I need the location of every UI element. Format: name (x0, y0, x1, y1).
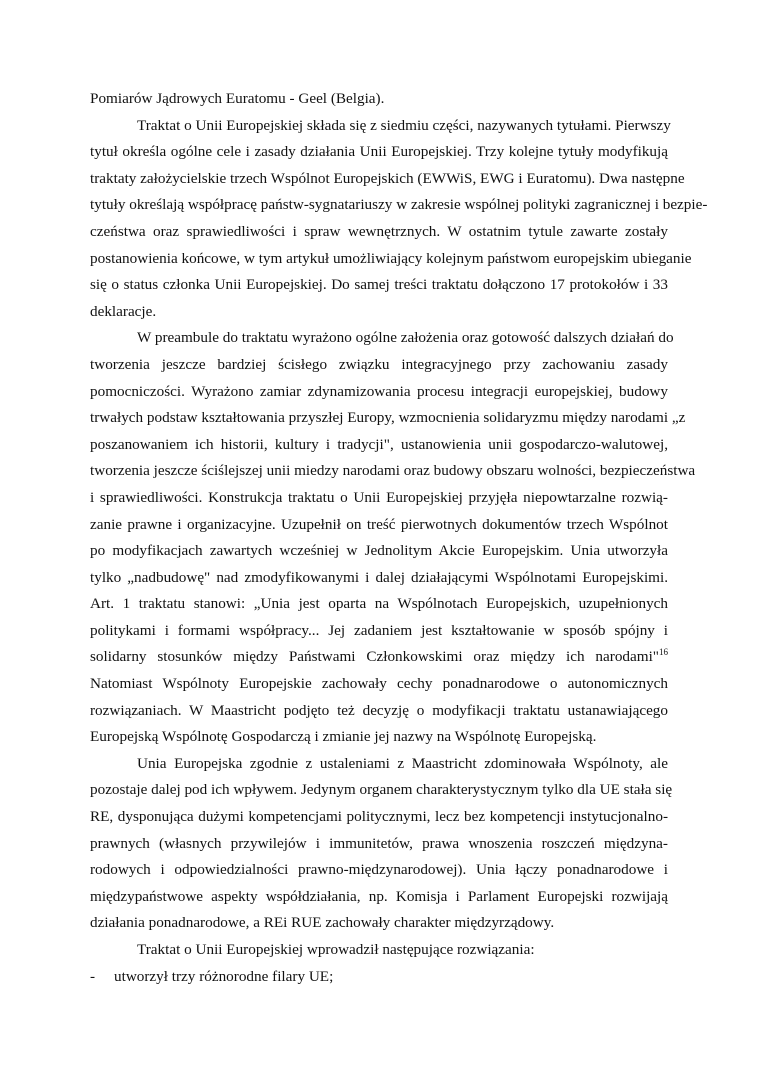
text-line: się o status członka Unii Europejskiej. Do samej treści traktatu dołączono 17 protokołów i 33 (90, 276, 668, 294)
text-line: deklaracje. (90, 302, 157, 320)
text-line: prawnych (własnych przywilejów i immunitetów, prawa wnoszenia roszczeń międzyna- (90, 834, 668, 852)
text-line: W preambule do traktatu wyrażono ogólne założenia oraz gotowość dalszych działań do (137, 329, 674, 347)
paragraph-continuation (90, 86, 668, 113)
text-line: Unia Europejska zgodnie z ustaleniami z Maastricht zdominowała Wspólnoty, ale (137, 754, 668, 772)
paragraph-preamble (90, 325, 696, 751)
text-line: działania ponadnarodowe, a REi RUE zachowały charakter międzyrządowy. (90, 914, 555, 932)
text-line: i sprawiedliwości. Konstrukcja traktatu o Unii Europejskiej przyjęła niepowtarzalne rozwią- (90, 488, 668, 506)
text-line: po modyfikacjach zawartych wcześniej w Jednolitym Akcie Europejskim. Unia utworzyła (90, 542, 668, 560)
text-line: solidarny stosunków między Państwami Członkowskimi oraz między ich narodami" (90, 648, 659, 666)
text-line: Europejską Wspólnotę Gospodarczą i zmianie jej nazwy na Wspólnotę Europejską. (90, 728, 597, 746)
text-line: pomocniczości. Wyrażono zamiar zdynamizowania procesu integracji europejskiej, budowy (90, 382, 668, 400)
text-line: tylko „nadbudowę" nad zmodyfikowanymi i dalej działającymi Wspólnotami Europejskimi. (90, 568, 668, 586)
paragraph-treaty-structure (90, 113, 708, 326)
paragraph-union-structure (90, 751, 673, 937)
text-line: Art. 1 traktatu stanowi: „Unia jest oparta na Wspólnotach Europejskich, uzupełnionych (90, 595, 668, 613)
paragraph-solutions-intro (90, 937, 668, 964)
text-line-with-footnote (90, 644, 668, 671)
text-line: tworzenia jeszcze bardziej ścisłego związku integracyjnego przy zachowaniu zasady (90, 355, 668, 373)
document-body (90, 86, 708, 990)
solutions-list (90, 964, 668, 991)
text-line: Traktat o Unii Europejskiej składa się z siedmiu części, nazywanych tytułami. Pierwszy (137, 116, 671, 134)
text-line: tytuł określa ogólne cele i zasady działania Unii Europejskiej. Trzy kolejne tytuły modyfikują (90, 143, 668, 161)
text-line: postanowienia końcowe, w tym artykuł umożliwiający kolejnym państwom europejskim ubieganie (90, 249, 692, 267)
list-item-text: utworzył trzy różnorodne filary UE; (114, 967, 334, 985)
text-line: pozostaje dalej pod ich wpływem. Jedynym organem charakterystycznym tylko dla UE stała się (90, 781, 673, 799)
text-line: politykami i formami współpracy... Jej zadaniem jest kształtowanie w sposób spójny i (90, 621, 668, 639)
text-line: poszanowaniem ich historii, kultury i tradycji", ustanowienia unii gospodarczo-walutowej, (90, 435, 668, 453)
text-line: Traktat o Unii Europejskiej wprowadził następujące rozwiązania: (137, 941, 535, 958)
text-line: trwałych podstaw kształtowania przyszłej Europy, wzmocnienia solidaryzmu między narodami „z (90, 409, 686, 427)
text-line: tworzenia jeszcze ściślejszej unii miedzy narodami oraz budowy obszaru wolności, bezpieczeństwa (90, 462, 696, 480)
text-line: czeństwa oraz sprawiedliwości i spraw wewnętrznych. W ostatnim tytule zawarte zostały (90, 222, 668, 240)
text-line: Natomiast Wspólnoty Europejskie zachowały cechy ponadnarodowe o autonomicznych (90, 675, 668, 693)
text-line: zanie prawne i organizacyjne. Uzupełnił on treść pierwotnych dokumentów trzech Wspólnot (90, 515, 668, 533)
list-item (90, 964, 668, 991)
footnote-reference: 16 (659, 647, 668, 658)
text-line: tytuły określają współpracę państw-sygnatariuszy w zakresie wspólnej polityki zagranicznej i bezpie- (90, 196, 708, 214)
text-line: międzypaństwowe aspekty współdziałania, np. Komisja i Parlament Europejski rozwijają (90, 887, 668, 905)
text-line: Pomiarów Jądrowych Euratomu - Geel (Belgia). (90, 90, 385, 107)
text-line: traktaty założycielskie trzech Wspólnot Europejskich (EWWiS, EWG i Euratomu). Dwa następne (90, 169, 685, 187)
list-marker: - (90, 967, 96, 985)
text-line: rodowych i odpowiedzialności prawno-międzynarodowej). Unia łączy ponadnarodowe i (90, 861, 668, 879)
text-line: RE, dysponująca dużymi kompetencjami politycznymi, lecz bez kompetencji instytucjonalno- (90, 808, 668, 826)
text-line: rozwiązaniach. W Maastricht podjęto też decyzję o modyfikacji traktatu ustanawiającego (90, 701, 668, 719)
